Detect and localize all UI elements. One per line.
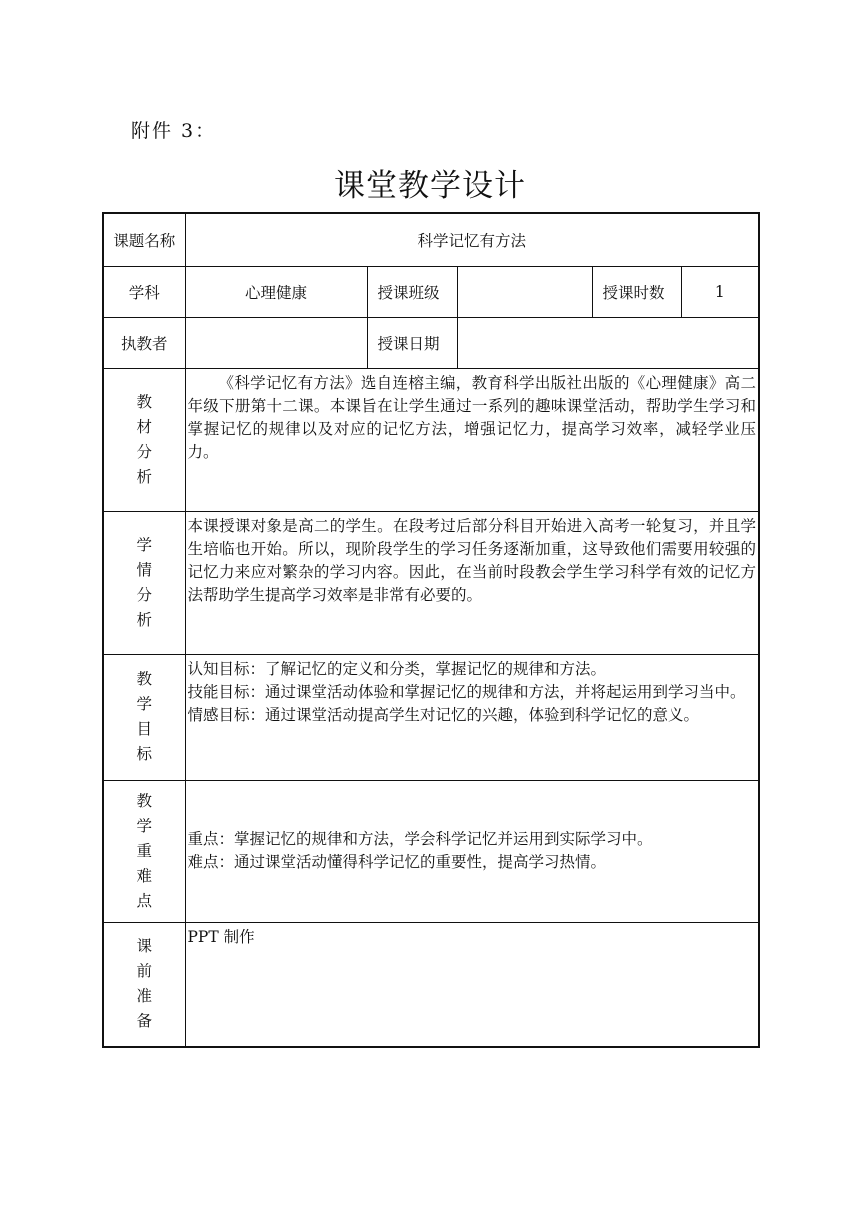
row-material-analysis — [103, 368, 759, 511]
goal-skill: 技能目标：通过课堂活动体验和掌握记忆的规律和方法，并将起运用到学习当中。 — [187, 682, 746, 701]
key-point: 重点：掌握记忆的规律和方法，学会科学记忆并运用到实际学习中。 — [187, 830, 653, 848]
subject-label: 学科 — [103, 266, 185, 317]
material-analysis-label: 教 材 分 析 — [103, 368, 185, 511]
material-analysis-text: 《科学记忆有方法》选自连榕主编，教育科学出版社出版的《心理健康》高二年级下册第十二课。本课旨在让学生通过一系列的趣味课堂活动，帮助学生学习和掌握记忆的规律以及对应的记忆方法，增强记忆力，提高学习效率，减轻学业压力。 — [185, 368, 759, 511]
row-topic — [103, 213, 759, 266]
date-label: 授课日期 — [367, 317, 457, 368]
teaching-goals-text — [185, 654, 759, 780]
lesson-plan-table — [102, 212, 760, 1048]
row-teaching-goals — [103, 654, 759, 780]
date-value — [457, 317, 759, 368]
row-key-points — [103, 780, 759, 922]
hours-value: 1 — [681, 266, 759, 317]
class-label: 授课班级 — [367, 266, 457, 317]
teacher-value — [185, 317, 367, 368]
row-subject — [103, 266, 759, 317]
topic-label: 课题名称 — [103, 213, 185, 266]
teaching-goals-label: 教 学 目 标 — [103, 654, 185, 780]
key-points-label: 教 学 重 难 点 — [103, 780, 185, 922]
row-student-analysis — [103, 511, 759, 654]
preparation-label: 课 前 准 备 — [103, 922, 185, 1047]
student-analysis-label: 学 情 分 析 — [103, 511, 185, 654]
class-value — [457, 266, 592, 317]
student-analysis-text: 本课授课对象是高二的学生。在段考过后部分科目开始进入高考一轮复习，并且学生培临也开始。所以，现阶段学生的学习任务逐渐加重，这导致他们需要用较强的记忆力来应对繁杂的学习内容。因此，在当前时段教会学生学习科学有效的记忆方法帮助学生提高学习效率是非常有必要的。 — [185, 511, 759, 654]
teacher-label: 执教者 — [103, 317, 185, 368]
goal-cognitive: 认知目标：了解记忆的定义和分类，掌握记忆的规律和方法。 — [187, 659, 607, 678]
subject-value: 心理健康 — [185, 266, 367, 317]
hours-label: 授课时数 — [592, 266, 681, 317]
row-preparation — [103, 922, 759, 1047]
topic-value: 科学记忆有方法 — [185, 213, 759, 266]
goal-emotional: 情感目标：通过课堂活动提高学生对记忆的兴趣，体验到科学记忆的意义。 — [187, 705, 700, 724]
key-points-text — [185, 780, 759, 922]
row-teacher — [103, 317, 759, 368]
preparation-text: PPT 制作 — [185, 922, 759, 1047]
document-title: 课堂教学设计 — [334, 168, 526, 204]
difficult-point: 难点：通过课堂活动懂得科学记忆的重要性，提高学习热情。 — [187, 853, 607, 871]
attachment-label: 附件 3： — [131, 120, 217, 142]
